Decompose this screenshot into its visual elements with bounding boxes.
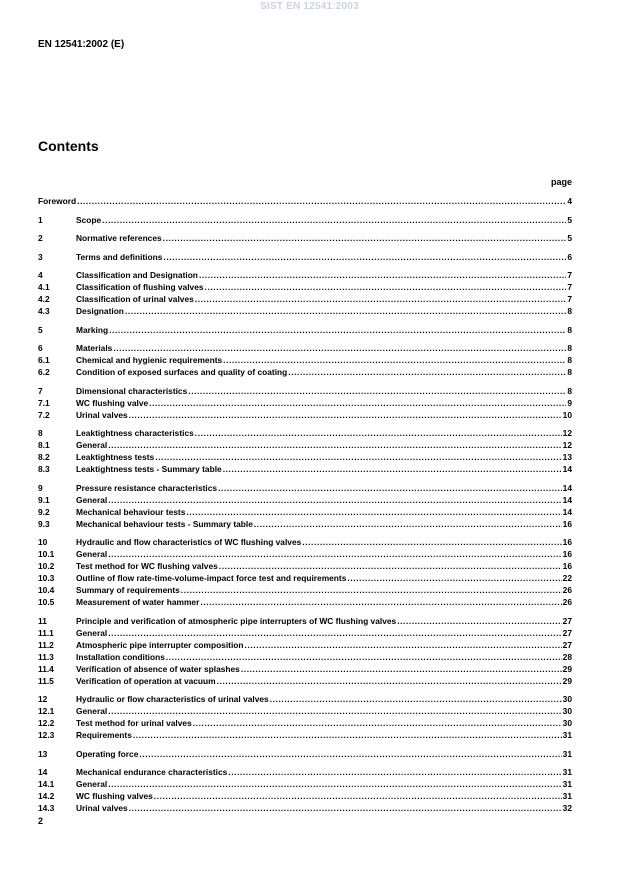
toc-dot-leader	[193, 717, 562, 729]
toc-entry-title: WC flushing valves	[76, 791, 153, 801]
toc-entry-title: Verification of operation at vacuum	[76, 675, 216, 686]
toc-entry-number: 10.3	[38, 573, 55, 583]
toc-entry[interactable]	[38, 232, 572, 244]
toc-dot-leader	[102, 214, 566, 226]
toc-entry-title: Atmospheric pipe interrupter composition	[76, 639, 244, 650]
toc-entry-page: 12	[562, 428, 572, 438]
toc-entry[interactable]	[38, 342, 572, 354]
contents-heading: Contents	[38, 138, 99, 154]
toc-entry[interactable]	[38, 639, 572, 651]
toc-entry[interactable]	[38, 548, 572, 560]
toc-entry[interactable]	[38, 293, 572, 305]
toc-dot-leader	[108, 439, 561, 451]
toc-entry-title: General	[76, 779, 108, 789]
toc-entry-page: 12	[562, 440, 572, 450]
toc-entry-page: 27	[562, 639, 572, 650]
toc-dot-leader	[241, 663, 562, 675]
toc-entry-page: 29	[562, 663, 572, 674]
toc-entry-title: Test method for urinal valves	[76, 718, 192, 728]
toc-dot-leader	[154, 790, 562, 802]
toc-entry-page: 16	[562, 561, 572, 571]
toc-entry-number: 7	[38, 385, 43, 396]
toc-entry-page: 6	[567, 251, 572, 262]
toc-entry[interactable]	[38, 584, 572, 596]
toc-entry-page: 16	[562, 537, 572, 547]
toc-entry-page: 31	[562, 791, 572, 801]
toc-entry-number: 6.1	[38, 355, 50, 365]
toc-entry-page: 5	[567, 214, 572, 225]
toc-entry-page: 22	[562, 573, 572, 583]
watermark-text: SIST EN 12541:2003	[260, 1, 359, 12]
toc-entry-title: Verification of absence of water splashes	[76, 663, 240, 674]
toc-entry-number: 8.1	[38, 440, 50, 450]
toc-entry-title: General	[76, 706, 108, 716]
toc-entry-number: 8.3	[38, 464, 50, 474]
toc-entry[interactable]	[38, 463, 572, 475]
toc-entry-page: 8	[567, 367, 572, 377]
toc-entry-page: 26	[562, 597, 572, 607]
toc-entry[interactable]	[38, 518, 572, 530]
toc-entry-number: 3	[38, 251, 43, 262]
toc-entry-page: 4	[567, 196, 572, 206]
toc-entry-title: Normative references	[76, 233, 162, 243]
toc-entry-title: Mechanical behaviour tests - Summary table	[76, 518, 253, 529]
toc-entry-title: Classification and Designation	[76, 270, 198, 280]
toc-dot-leader	[149, 397, 566, 409]
toc-dot-leader	[218, 482, 562, 494]
toc-entry-page: 8	[567, 324, 572, 335]
toc-entry-page: 14	[562, 494, 572, 505]
toc-entry[interactable]	[38, 427, 572, 439]
toc-dot-leader	[108, 705, 561, 717]
page-number: 2	[38, 816, 44, 826]
toc-entry[interactable]	[38, 560, 572, 572]
toc-dot-leader	[163, 251, 566, 263]
toc-entry[interactable]	[38, 214, 572, 226]
toc-entry[interactable]	[38, 482, 572, 494]
toc-entry-page: 16	[562, 549, 572, 559]
toc-entry-page: 30	[562, 706, 572, 716]
toc-entry-title: Dimensional characteristics	[76, 385, 188, 396]
toc-entry-title: Measurement of water hammer	[76, 597, 200, 607]
toc-entry-number: 9.3	[38, 518, 50, 529]
toc-entry[interactable]	[38, 790, 572, 802]
toc-entry-number: 4.2	[38, 294, 50, 304]
toc-entry[interactable]	[38, 627, 572, 639]
toc-entry-title: Designation	[76, 306, 124, 316]
toc-entry-number: 9	[38, 482, 43, 493]
toc-entry-page: 9	[567, 397, 572, 408]
toc-dot-leader	[205, 281, 567, 293]
toc-entry-title: Pressure resistance characteristics	[76, 482, 218, 493]
toc-entry-title: General	[76, 494, 108, 505]
toc-dot-leader	[270, 693, 562, 705]
toc-entry[interactable]	[38, 766, 572, 778]
toc-dot-leader	[113, 342, 566, 354]
toc-entry[interactable]	[38, 494, 572, 506]
toc-dot-leader	[200, 596, 561, 608]
toc-dot-leader	[245, 639, 562, 651]
toc-entry-title: Urinal valves	[76, 409, 128, 420]
toc-entry-number: 13	[38, 748, 48, 759]
toc-entry-title: Materials	[76, 343, 113, 353]
toc-entry[interactable]	[38, 354, 572, 366]
toc-entry-number: 9.2	[38, 506, 50, 517]
toc-entry-title: Leaktightness characteristics	[76, 428, 194, 438]
toc-entry-number: 6	[38, 343, 43, 353]
toc-entry-number: 11.4	[38, 663, 54, 674]
toc-entry[interactable]	[38, 409, 572, 421]
toc-entry[interactable]	[38, 693, 572, 705]
toc-entry-title: Urinal valves	[76, 803, 128, 813]
toc-entry-title: Summary of requirements	[76, 585, 180, 595]
toc-dot-leader	[108, 494, 561, 506]
toc-entry-title: Installation conditions	[76, 651, 165, 662]
toc-entry[interactable]	[38, 439, 572, 451]
toc-entry[interactable]	[38, 251, 572, 263]
document-id: EN 12541:2002 (E)	[38, 39, 125, 50]
toc-entry-page: 5	[567, 233, 572, 243]
toc-entry-page: 16	[562, 518, 572, 529]
toc-entry-number: 9.1	[38, 494, 50, 505]
toc-entry-page: 13	[562, 452, 572, 462]
toc-dot-leader	[133, 729, 562, 741]
toc-entry-page: 14	[562, 482, 572, 493]
toc-entry-page: 7	[567, 270, 572, 280]
toc-entry-page: 29	[562, 675, 572, 686]
toc-entry[interactable]	[38, 705, 572, 717]
toc-dot-leader	[77, 195, 566, 207]
toc-entry-title: Marking	[76, 324, 109, 335]
toc-entry[interactable]	[38, 663, 572, 675]
toc-dot-leader	[347, 572, 561, 584]
toc-entry-title: Principle and verification of atmospheric pipe interrupters of WC flushing valves	[76, 615, 397, 626]
toc-entry-title: WC flushing valve	[76, 397, 149, 408]
toc-entry-number: 11.3	[38, 651, 54, 662]
toc-dot-leader	[166, 651, 562, 663]
toc-entry-number: 10.1	[38, 549, 55, 559]
toc-entry-title: Classification of flushing valves	[76, 282, 204, 292]
toc-entry-page: 27	[562, 627, 572, 638]
toc-entry[interactable]	[38, 729, 572, 741]
toc-entry-page: 31	[562, 767, 572, 777]
toc-entry-title: Chemical and hygienic requirements	[76, 355, 223, 365]
toc-dot-leader	[129, 802, 562, 814]
toc-entry[interactable]	[38, 506, 572, 518]
toc-entry-title: General	[76, 440, 108, 450]
toc-entry-title: Leaktightness tests	[76, 452, 155, 462]
toc-entry-page: 8	[567, 385, 572, 396]
toc-entry-number: 8	[38, 428, 43, 438]
toc-entry[interactable]	[38, 305, 572, 317]
toc-entry-number: 7.1	[38, 397, 50, 408]
toc-dot-leader	[219, 560, 562, 572]
toc-entry-title: Requirements	[76, 730, 132, 740]
toc-entry[interactable]	[38, 451, 572, 463]
toc-entry-page: 30	[562, 718, 572, 728]
toc-entry-page: 10	[562, 409, 572, 420]
toc-entry-title: Leaktightness tests - Summary table	[76, 464, 222, 474]
toc-entry-number: 10.4	[38, 585, 55, 595]
toc-dot-leader	[108, 548, 561, 560]
toc-entry-title: Hydraulic and flow characteristics of WC flushing valves	[76, 537, 302, 547]
toc-dot-leader	[129, 409, 562, 421]
toc-dot-leader	[302, 536, 561, 548]
toc-dot-leader	[108, 778, 561, 790]
toc-entry-page: 32	[562, 803, 572, 813]
toc-entry[interactable]	[38, 572, 572, 584]
toc-entry-title: General	[76, 549, 108, 559]
toc-entry-title: Hydraulic or flow characteristics of urinal valves	[76, 694, 269, 704]
toc-entry-page: 30	[562, 694, 572, 704]
toc-entry-number: 12.2	[38, 718, 55, 728]
toc-dot-leader	[199, 269, 566, 281]
toc-entry[interactable]	[38, 675, 572, 687]
toc-entry-page: 14	[562, 506, 572, 517]
toc-entry-number: 12.1	[38, 706, 55, 716]
toc-entry[interactable]	[38, 385, 572, 397]
toc-entry-number: 4	[38, 270, 43, 280]
toc-entry-title: Outline of flow rate-time-volume-impact force test and requirements	[76, 573, 347, 583]
toc-entry-number: 5	[38, 324, 43, 335]
toc-entry[interactable]	[38, 195, 572, 207]
toc-entry[interactable]	[38, 397, 572, 409]
toc-entry[interactable]	[38, 802, 572, 814]
toc-dot-leader	[163, 232, 567, 244]
toc-entry-number: 12.3	[38, 730, 55, 740]
toc-dot-leader	[108, 627, 561, 639]
toc-entry-page: 8	[567, 306, 572, 316]
toc-entry[interactable]	[38, 778, 572, 790]
toc-dot-leader	[181, 584, 562, 596]
toc-dot-leader	[223, 463, 562, 475]
toc-entry-page: 31	[562, 779, 572, 789]
toc-entry-page: 27	[562, 615, 572, 626]
toc-entry-title: Mechanical behaviour tests	[76, 506, 186, 517]
toc-entry-title: Condition of exposed surfaces and quality of coating	[76, 367, 288, 377]
toc-entry[interactable]	[38, 269, 572, 281]
toc-entry-number: 2	[38, 233, 43, 243]
toc-entry-title: Terms and definitions	[76, 251, 163, 262]
toc-entry-number: 4.3	[38, 306, 50, 316]
toc-entry-title: Scope	[76, 214, 102, 225]
toc-dot-leader	[228, 766, 561, 778]
toc-entry[interactable]	[38, 615, 572, 627]
toc-entry-page: 14	[562, 464, 572, 474]
toc-dot-leader	[125, 305, 566, 317]
toc-dot-leader	[254, 518, 562, 530]
toc-entry-title: Test method for WC flushing valves	[76, 561, 218, 571]
toc-dot-leader	[397, 615, 561, 627]
toc-entry-number: 14.3	[38, 803, 55, 813]
toc-entry-page: 26	[562, 585, 572, 595]
toc-entry-number: 1	[38, 214, 43, 225]
toc-entry-page: 8	[567, 355, 572, 365]
toc-dot-leader	[188, 385, 566, 397]
toc-entry-page: 7	[567, 294, 572, 304]
toc-dot-leader	[109, 324, 566, 336]
toc-entry-page: 28	[562, 651, 572, 662]
toc-entry-number: 11.5	[38, 675, 54, 686]
toc-entry-title: General	[76, 627, 108, 638]
toc-entry-number: 11	[38, 615, 47, 626]
toc-entry-number: 4.1	[38, 282, 50, 292]
toc-dot-leader	[195, 293, 567, 305]
toc-entry-page: 31	[562, 730, 572, 740]
toc-dot-leader	[195, 427, 562, 439]
toc-entry-page: 8	[567, 343, 572, 353]
toc-dot-leader	[217, 675, 562, 687]
toc-entry-page: 7	[567, 282, 572, 292]
toc-entry[interactable]	[38, 748, 572, 760]
toc-entry-number: 14.1	[38, 779, 55, 789]
toc-dot-leader	[139, 748, 561, 760]
toc-entry-number: 6.2	[38, 367, 50, 377]
toc-dot-leader	[155, 451, 561, 463]
toc-entry-title: Classification of urinal valves	[76, 294, 194, 304]
toc-entry-number: 8.2	[38, 452, 50, 462]
toc-entry[interactable]	[38, 536, 572, 548]
table-of-contents	[38, 195, 572, 814]
toc-entry-number: 7.2	[38, 409, 50, 420]
toc-entry-number: 11.2	[38, 639, 54, 650]
toc-entry-title: Foreword	[38, 196, 77, 206]
toc-entry-title: Mechanical endurance characteristics	[76, 767, 228, 777]
toc-entry-number: 11.1	[38, 627, 54, 638]
toc-entry-number: 12	[38, 694, 48, 704]
toc-entry-title: Operating force	[76, 748, 139, 759]
toc-entry[interactable]	[38, 281, 572, 293]
page-column-label: page	[550, 177, 572, 187]
toc-dot-leader	[186, 506, 561, 518]
toc-entry[interactable]	[38, 651, 572, 663]
toc-dot-leader	[288, 366, 566, 378]
toc-entry[interactable]	[38, 324, 572, 336]
toc-entry-number: 10.5	[38, 597, 55, 607]
toc-dot-leader	[223, 354, 566, 366]
toc-entry[interactable]	[38, 366, 572, 378]
toc-entry[interactable]	[38, 596, 572, 608]
toc-entry-page: 31	[562, 748, 572, 759]
toc-entry-number: 10.2	[38, 561, 55, 571]
toc-entry-number: 14.2	[38, 791, 55, 801]
toc-entry-number: 14	[38, 767, 48, 777]
toc-entry-number: 10	[38, 537, 48, 547]
toc-entry[interactable]	[38, 717, 572, 729]
